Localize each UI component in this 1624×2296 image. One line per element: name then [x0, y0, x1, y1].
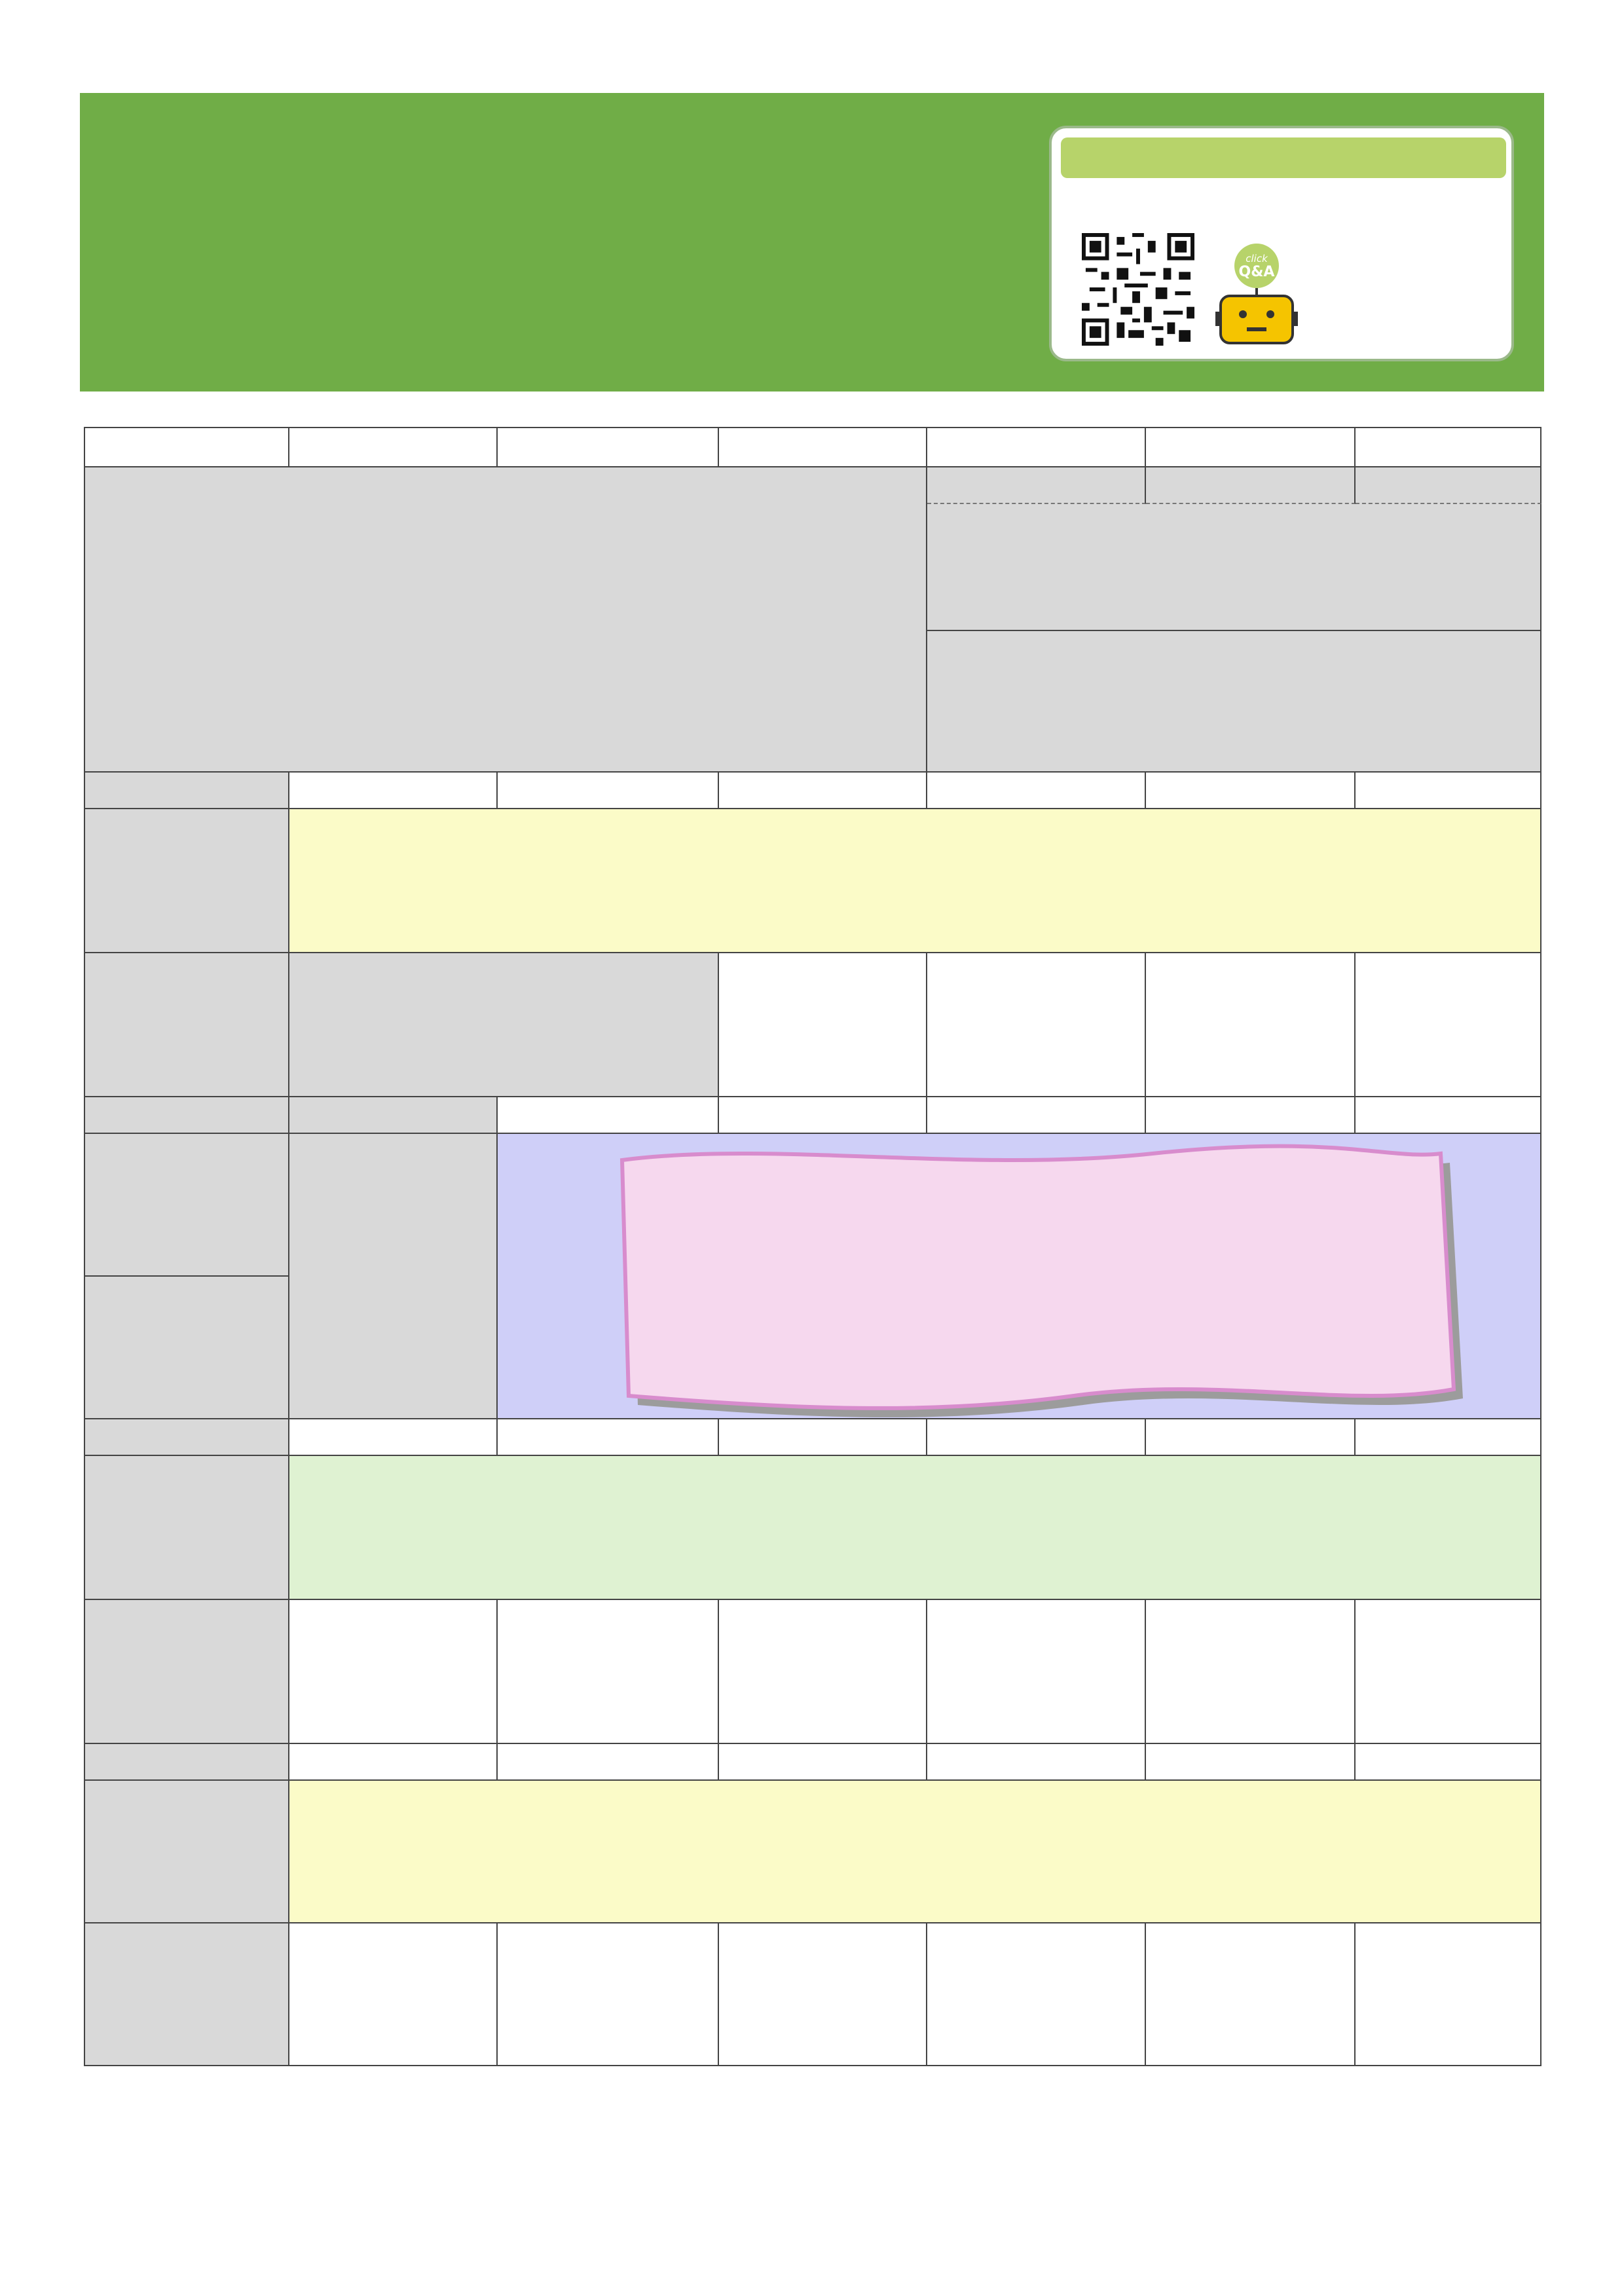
day-number [719, 1419, 927, 1456]
day-number [498, 1419, 719, 1456]
weekday-sun [85, 428, 289, 467]
weekday-mon [289, 428, 498, 467]
january-event-banner [498, 1134, 1541, 1419]
day-number [927, 1744, 1146, 1781]
day-number [498, 1744, 719, 1781]
program-band-tops [289, 1456, 1541, 1600]
snowman-decor-band [289, 1781, 1541, 1922]
event-cell [498, 1923, 719, 2066]
plum-blossom-icon [498, 1265, 674, 1418]
robot-icon[interactable] [1214, 240, 1299, 348]
winter-break-event [289, 953, 719, 1097]
school-events-label [85, 1277, 289, 1419]
coming-of-age-day-event [289, 1134, 498, 1419]
day-number [719, 1744, 927, 1781]
weekday-wed [719, 428, 927, 467]
day-number [1356, 1419, 1541, 1456]
event-cell [289, 1600, 498, 1744]
weekday-tue [498, 428, 719, 467]
plum-blossom-icon [1362, 1134, 1541, 1304]
program-band-snowmen [289, 1781, 1541, 1923]
program-label [85, 1781, 289, 1923]
chatbot-heading [1061, 137, 1506, 178]
footer-decor-band [85, 2085, 1545, 2170]
event-cell [1146, 1923, 1356, 2066]
school-events-label [85, 1600, 289, 1744]
program-label [85, 809, 289, 953]
program-label [85, 1456, 289, 1600]
event-cell [719, 1923, 927, 2066]
day-number [85, 1744, 289, 1781]
winter-break-event [927, 631, 1541, 773]
top-plum-arrow-decor-band [289, 1456, 1541, 1599]
day-number [289, 1419, 498, 1456]
day-number [927, 1419, 1146, 1456]
day-number [85, 1097, 289, 1134]
weekday-sat [1356, 428, 1541, 467]
day-number [289, 773, 498, 809]
day-number [719, 773, 927, 809]
school-events-label [85, 953, 289, 1097]
event-cell [289, 1923, 498, 2066]
day-number [1146, 773, 1356, 809]
day-number [1146, 1744, 1356, 1781]
event-cell [1356, 1923, 1541, 2066]
svg-text:Q&A: Q&A [1238, 264, 1275, 280]
school-events-label [85, 1923, 289, 2066]
program-band-newyear [289, 809, 1541, 953]
day-number [719, 1097, 927, 1134]
weekday-thu [927, 428, 1146, 467]
day-number [498, 1097, 719, 1134]
day-number [927, 1097, 1146, 1134]
day-number [1356, 1097, 1541, 1134]
chatbot-promo [1049, 126, 1514, 361]
day-number [1146, 1419, 1356, 1456]
event-cell [719, 1600, 927, 1744]
svg-text:click: click [1246, 253, 1268, 264]
event-cell [1146, 1600, 1356, 1744]
day-number [289, 1744, 498, 1781]
day-number [927, 773, 1146, 809]
qr-code-icon[interactable] [1082, 233, 1194, 346]
event-cell [1356, 1600, 1541, 1744]
hours-info-box [85, 467, 927, 773]
day-number [1146, 1097, 1356, 1134]
calendar-grid [84, 427, 1541, 2066]
day-number [1146, 467, 1356, 504]
day-number [498, 773, 719, 809]
club-closed-event [927, 504, 1541, 631]
new-year-decor-band [289, 809, 1541, 952]
day-number [1356, 467, 1541, 504]
classes-start-event [719, 953, 927, 1097]
program-label [85, 1134, 289, 1277]
day-number [927, 467, 1146, 504]
day-number [1356, 1744, 1541, 1781]
event-cell [927, 953, 1146, 1097]
lunch-start-event [1146, 953, 1356, 1097]
day-number [289, 1097, 498, 1134]
day-number [1356, 773, 1541, 809]
event-cell [498, 1600, 719, 1744]
event-cell [927, 1600, 1146, 1744]
day-number [85, 1419, 289, 1456]
weekday-fri [1146, 428, 1356, 467]
event-cell [1356, 953, 1541, 1097]
header-banner [80, 93, 1544, 392]
day-number [85, 773, 289, 809]
event-cell [927, 1923, 1146, 2066]
